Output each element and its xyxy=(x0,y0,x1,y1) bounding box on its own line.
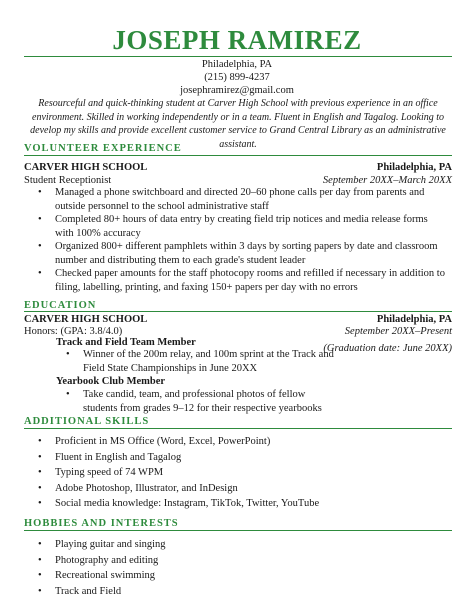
section-divider-skills xyxy=(24,428,452,429)
contact-phone: (215) 899-4237 xyxy=(204,72,270,83)
section-divider-volunteer xyxy=(24,155,452,156)
education-dates: September 20XX–Present xyxy=(344,326,452,337)
section-title-volunteer: VOLUNTEER EXPERIENCE xyxy=(24,143,182,154)
list-item: • Checked paper amounts for the staff photocopy rooms and refilled if necessary in addition to filing, labelling, printing, and faxing 150+ papers per day with no errors xyxy=(28,267,448,294)
list-item: • Adobe Photoshop, Illustrator, and InDesign xyxy=(28,481,448,497)
hobbies-list xyxy=(28,537,448,599)
list-item: • Winner of the 200m relay, and 100m sprint at the Track and Field State Championships in June 20XX xyxy=(56,348,341,375)
list-item: • Social media knowledge: Instagram, TikTok, Twitter, YouTube xyxy=(28,496,448,512)
volunteer-role: Student Receptionist xyxy=(24,175,112,186)
activity-yearbook-bullets xyxy=(56,388,341,415)
list-item: • Typing speed of 74 WPM xyxy=(28,465,448,481)
education-honors: Honors: (GPA: 3.8/4.0) xyxy=(24,326,123,337)
list-item: • Proficient in MS Office (Word, Excel, PowerPoint) xyxy=(28,434,448,450)
list-item: • Photography and editing xyxy=(28,553,448,569)
education-graduation: (Graduation date: June 20XX) xyxy=(323,343,452,354)
activity-track-bullets xyxy=(56,348,341,375)
list-item: • Organized 800+ different pamphlets within 3 days by sorting papers by date and classroom number and distributing them to each grade's student leader xyxy=(28,240,448,267)
volunteer-location: Philadelphia, PA xyxy=(376,162,452,173)
section-title-skills: ADDITIONAL SKILLS xyxy=(24,416,150,427)
list-item: • Completed 80+ hours of data entry by creating field trip notices and media release forms with 100% accuracy xyxy=(28,213,448,240)
section-divider-education xyxy=(24,311,452,312)
education-location: Philadelphia, PA xyxy=(376,314,452,325)
summary-paragraph: Resourceful and quick-thinking student at Carver High School with previous experience in an office environment. Skilled in working independently or in a team. Fluent in English and Tagalog. Looking to develop my skills and provide excellent customer service to Grand Central Library as an administrative assistant. xyxy=(30,98,446,150)
list-item: • Playing guitar and singing xyxy=(28,537,448,553)
section-title-education: EDUCATION xyxy=(24,300,97,311)
list-item: • Managed a phone switchboard and directed 20–60 phone calls per day from parents and outside personnel to the school administrative staff xyxy=(28,186,448,213)
education-school: CARVER HIGH SCHOOL xyxy=(24,314,148,325)
section-title-hobbies: HOBBIES AND INTERESTS xyxy=(24,518,179,529)
skills-list xyxy=(28,434,448,512)
volunteer-dates: September 20XX–March 20XX xyxy=(322,175,452,186)
volunteer-bullets xyxy=(28,186,448,294)
section-divider-hobbies xyxy=(24,530,452,531)
candidate-name: JOSEPH RAMIREZ xyxy=(112,25,362,55)
activity-title-yearbook: Yearbook Club Member xyxy=(56,376,166,387)
header-divider xyxy=(24,56,452,57)
activity-title-track: Track and Field Team Member xyxy=(56,337,196,348)
list-item: • Recreational swimming xyxy=(28,568,448,584)
list-item: • Fluent in English and Tagalog xyxy=(28,450,448,466)
contact-location: Philadelphia, PA xyxy=(201,59,273,70)
list-item: • Track and Field xyxy=(28,584,448,600)
volunteer-org: CARVER HIGH SCHOOL xyxy=(24,162,148,173)
contact-email: josephramirez@gmail.com xyxy=(180,85,294,96)
list-item: • Take candid, team, and professional photos of fellow students from grades 9–12 for their respective yearbooks xyxy=(56,388,341,415)
